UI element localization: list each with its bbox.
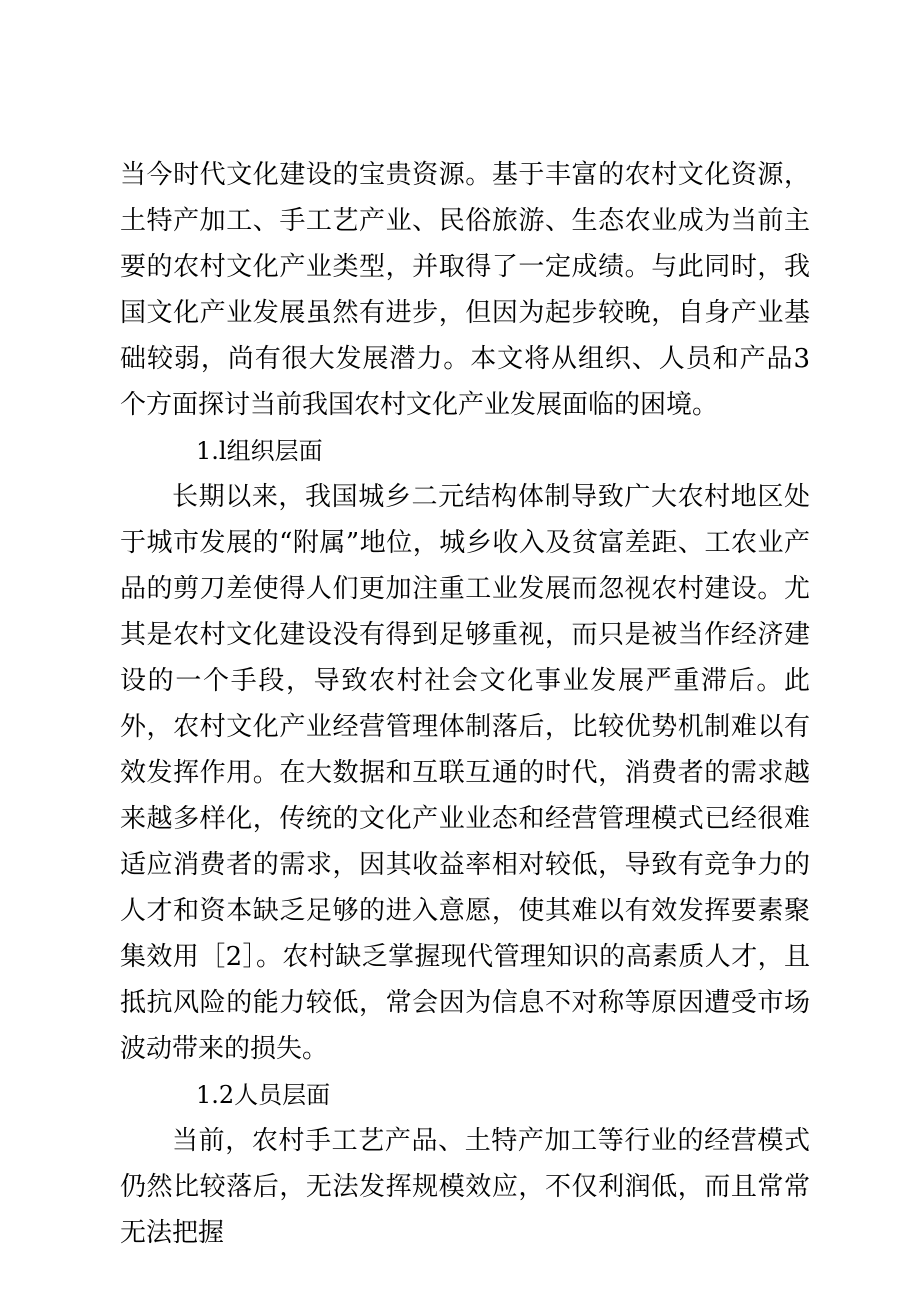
paragraph-intro: 当今时代文化建设的宝贵资源。基于丰富的农村文化资源，土特产加工、手工艺产业、民俗旅游、生态农业成为当前主要的农村文化产业类型，并取得了一定成绩。与此同时，我国文化产业发展虽然有进步，但因为起步较晚，自身产业基础较弱，尚有很大发展潜力。本文将从组织、人员和产品3个方面探讨当前我国农村文化产业发展面临的困境。 [120, 160, 810, 420]
paragraph-organization: 长期以来，我国城乡二元结构体制导致广大农村地区处于城市发展的“附属”地位，城乡收入及贫富差距、工农业产品的剪刀差使得人们更加注重工业发展而忽视农村建设。尤其是农村文化建设没有得到足够重视，而只是被当作经济建设的一个手段，导致农村社会文化事业发展严重滞后。此外，农村文化产业经营管理体制落后，比较优势机制难以有效发挥作用。在大数据和互联互通的时代，消费者的需求越来越多样化，传统的文化产业业态和经营管理模式已经很难适应消费者的需求，因其收益率相对较低，导致有竞争力的人才和资本缺乏足够的进入意愿，使其难以有效发挥要素聚集效用［2］。农村缺乏掌握现代管理知识的高素质人才，且抵抗风险的能力较低，常会因为信息不对称等原因遭受市场波动带来的损失。 [120, 482, 810, 1064]
section-heading-organization: 1.l组织层面 [196, 437, 323, 465]
paragraph-personnel: 当前，农村手工艺产品、土特产加工等行业的经营模式仍然比较落后，无法发挥规模效应，不仅利润低，而且常常无法把握 [120, 1126, 810, 1248]
section-heading-personnel: 1.2人员层面 [196, 1081, 331, 1109]
document-body [120, 152, 810, 1256]
